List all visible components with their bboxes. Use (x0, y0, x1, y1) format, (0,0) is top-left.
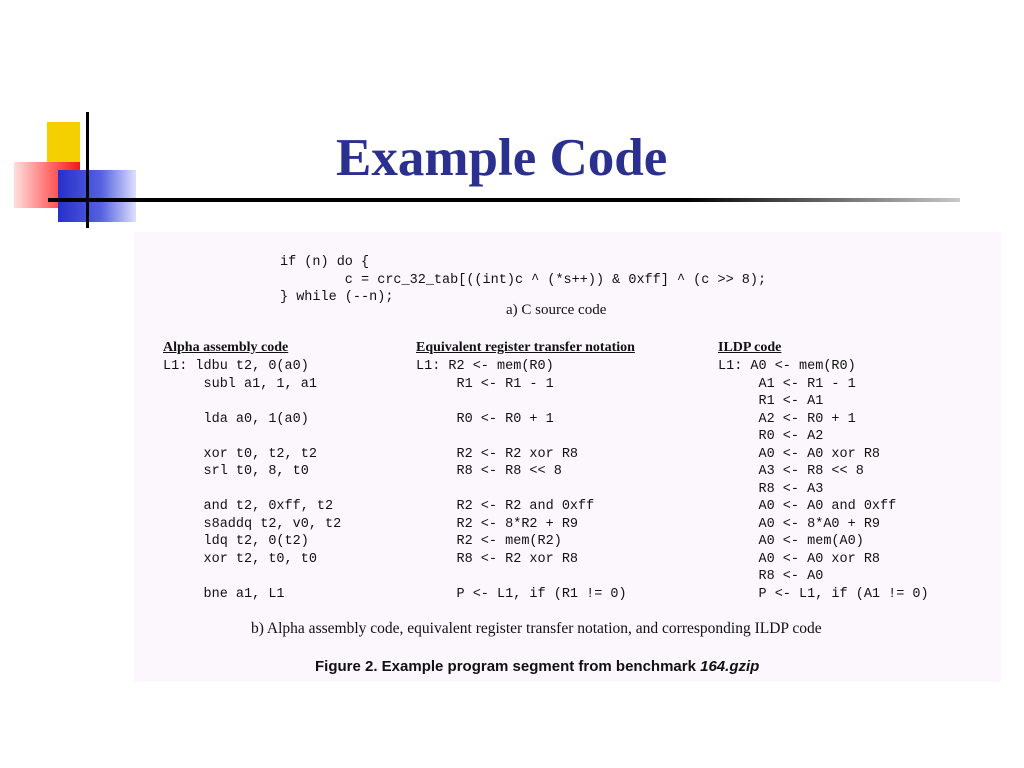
decor-blue-square (58, 170, 136, 222)
figure-caption (315, 658, 759, 675)
alpha-code-heading: Alpha assembly code (163, 340, 289, 355)
slide-title: Example Code (336, 129, 668, 187)
alpha-assembly-code: L1: ldbu t2, 0(a0) subl a1, 1, a1 lda a0, 1(a0) xor t0, t2, t2 srl t0, 8, t0 and t2, 0xff, t2 s8addq t2, v0, t2 ldq t2, 0(t2) xor t2, t0, t0 bne a1, L1 (163, 359, 342, 602)
figure-image (134, 232, 1001, 682)
caption-b: b) Alpha assembly code, equivalent register transfer notation, and corresponding ILDP code (251, 620, 822, 637)
title-divider-line (48, 198, 960, 202)
rtn-code: L1: R2 <- mem(R0) R1 <- R1 - 1 R0 <- R0 + 1 R2 <- R2 xor R8 R8 <- R8 << 8 R2 <- R2 and 0xff R2 <- 8*R2 + R9 R2 <- mem(R2) R8 <- R2 xor R8 P <- L1, if (R1 != 0) (416, 359, 627, 602)
decor-vertical-line (86, 112, 89, 228)
c-source-code: if (n) do { c = crc_32_tab[((int)c ^ (*s++)) & 0xff] ^ (c >> 8); } while (--n); (280, 255, 767, 305)
rtn-heading: Equivalent register transfer notation (416, 340, 635, 355)
ildp-code: L1: A0 <- mem(R0) A1 <- R1 - 1 R1 <- A1 A2 <- R0 + 1 R0 <- A2 A0 <- A0 xor R8 A3 <- R8 << 8 R8 <- A3 A0 <- A0 and 0xff A0 <- 8*A0 + R9 A0 <- mem(A0) A0 <- A0 xor R8 R8 <- A0 P <- L1, if (A1 != 0) (718, 359, 929, 602)
c-source-caption: a) C source code (506, 302, 607, 318)
figure-caption-benchmark: 164.gzip (700, 658, 760, 675)
ildp-code-heading: ILDP code (718, 340, 782, 355)
figure-caption-text: Figure 2. Example program segment from benchmark (315, 658, 696, 675)
